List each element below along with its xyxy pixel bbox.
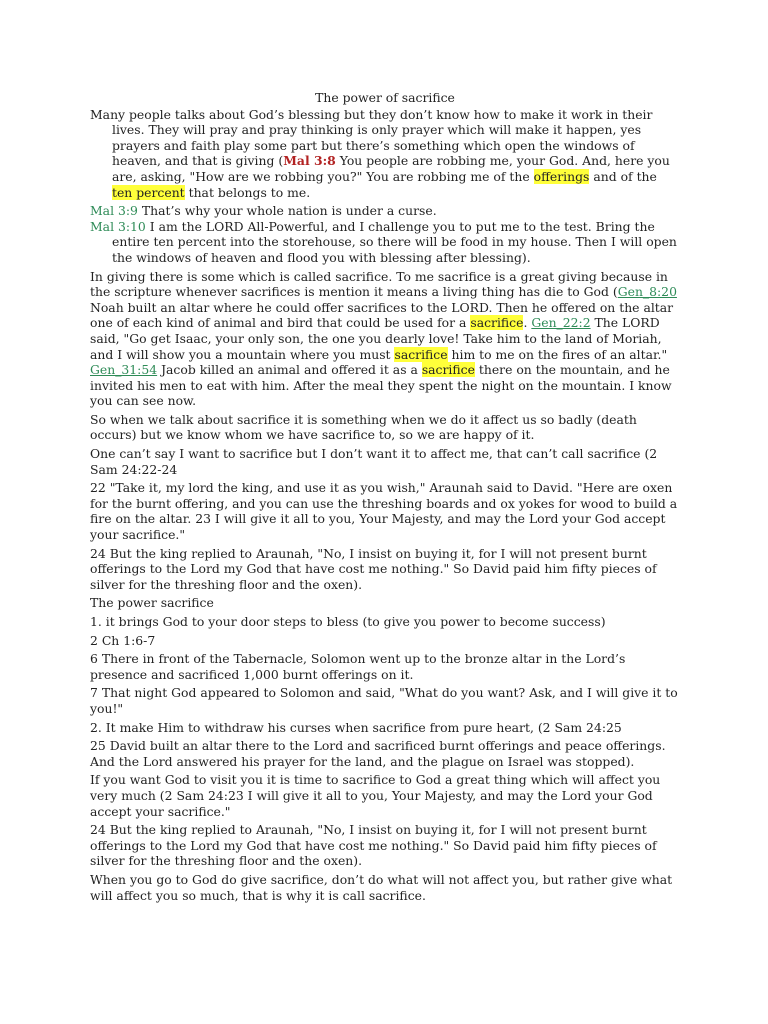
text: That’s why your whole nation is under a curse. (137, 203, 437, 219)
paragraph-giving (90, 269, 680, 409)
highlight-ten-percent: ten percent (112, 184, 185, 200)
section-heading: The power sacrifice (90, 595, 214, 611)
paragraph-text: 2. It make Him to withdraw his curses when sacrifice from pure heart, (2 Sam 24:25 (90, 719, 622, 735)
highlight-offerings: offerings (533, 168, 590, 184)
link-gen-22-2[interactable]: Gen_22:2 (531, 315, 591, 331)
paragraph-text: 2 Ch 1:6-7 (90, 632, 156, 648)
text: In giving there is some which is called sacrifice. To me sacrifice is a great giving because in the scripture whenever sacrifices is mention it means a living thing has die to God ( (90, 268, 668, 300)
text: and of the (589, 168, 657, 184)
paragraph-text: When you go to God do give sacrifice, don’t do what will not affect you, but rather give what will affect you so much, that is why it is call sacrifice. (90, 871, 673, 903)
paragraph-text: One can’t say I want to sacrifice but I don’t want it to affect me, that can’t call sacrifice (2 Sam 24:22-24 (90, 446, 658, 477)
text: I am the LORD All-Powerful, and I challenge you to put me to the test. Bring the entire ten percent into the storehouse, so there will be food in my house. Then I will open the windows of heaven and flood you with blessing after blessing). (112, 218, 677, 265)
document-page (90, 90, 680, 906)
text: him to me on the fires of an altar." (447, 346, 668, 362)
highlight-sacrifice: sacrifice (421, 362, 475, 378)
highlight-sacrifice: sacrifice (470, 315, 524, 331)
paragraph-text: 7 That night God appeared to Solomon and said, "What do you want? Ask, and I will give it to you!" (90, 685, 678, 716)
text: . (523, 315, 532, 331)
text: Many people talks about God’s blessing but they don’t know how to make it work in their lives. They will pray and pray thinking is only prayer which will make it happen, yes prayers and faith play some part but there’s something which open the windows of heaven, and that is giving ( (90, 106, 653, 169)
paragraph-text: 6 There in front of the Tabernacle, Solomon went up to the bronze altar in the Lord’s presence and sacrificed 1,000 burnt offerings on it. (90, 651, 626, 682)
paragraph-text: 22 "Take it, my lord the king, and use it as you wish," Araunah said to David. "Here are oxen for the burnt offering, and you can use the threshing boards and ox yokes for wood to build a fire on the altar. 23 I will give it all to you, Your Majesty, and may the Lord your God accept your sacrifice." (90, 480, 678, 543)
text: there on the mountain, and he invited his men to eat with him. After the meal they spent the night on the mountain. I know you can see now. (90, 362, 672, 409)
scripture-ref-mal-3-10: Mal 3:10 (90, 218, 146, 234)
text: Noah built an altar where he could offer sacrifices to the LORD. Then he offered on the altar one of each kind of animal and bird that could be used for a (90, 299, 674, 331)
link-gen-8-20[interactable]: Gen_8:20 (617, 284, 677, 300)
text: You people are robbing me, your God. And, here you are, asking, "How are we robbing you?" You are robbing me of the (112, 153, 670, 184)
document-title: The power of sacrifice (315, 90, 455, 105)
paragraph-intro (90, 107, 680, 201)
paragraph-mal-3-9 (90, 203, 680, 219)
text: The LORD said, "Go get Isaac, your only son, the one you dearly love! Take him to the land of Moriah, and I will show you a mountain where you must (90, 315, 662, 362)
link-gen-31-54[interactable]: Gen_31:54 (90, 362, 158, 378)
scripture-ref-mal-3-8: Mal 3:8 (283, 153, 336, 169)
paragraph-mal-3-10 (90, 219, 680, 266)
paragraph-text: 1. it brings God to your door steps to bless (to give you power to become success) (90, 614, 606, 629)
paragraph-text: If you want God to visit you it is time to sacrifice to God a great thing which will affect you very much (2 Sam 24:23 I will give it all to you, Your Majesty, and may the Lord your God accept your sacrifice." (90, 772, 661, 819)
paragraph-text: 24 But the king replied to Araunah, "No, I insist on buying it, for I will not present burnt offerings to the Lord my God that have cost me nothing." So David paid him fifty pieces of silver for the threshing floor and the oxen). (90, 822, 657, 869)
text: Jacob killed an animal and offered it as a (157, 362, 422, 378)
scripture-ref-mal-3-9: Mal 3:9 (90, 203, 138, 219)
paragraph-text: 25 David built an altar there to the Lord and sacrificed burnt offerings and peace offerings. And the Lord answered his prayer for the land, and the plague on Israel was stopped). (90, 738, 666, 769)
highlight-sacrifice: sacrifice (394, 346, 448, 362)
paragraph-text: 24 But the king replied to Araunah, "No, I insist on buying it, for I will not present burnt offerings to the Lord my God that have cost me nothing." So David paid him fifty pieces of silver for the threshing floor and the oxen). (90, 545, 657, 592)
text: that belongs to me. (184, 184, 311, 200)
paragraph-text: So when we talk about sacrifice it is something when we do it affect us so badly (death occurs) but we know whom we have sacrifice to, so we are happy of it. (90, 411, 637, 443)
